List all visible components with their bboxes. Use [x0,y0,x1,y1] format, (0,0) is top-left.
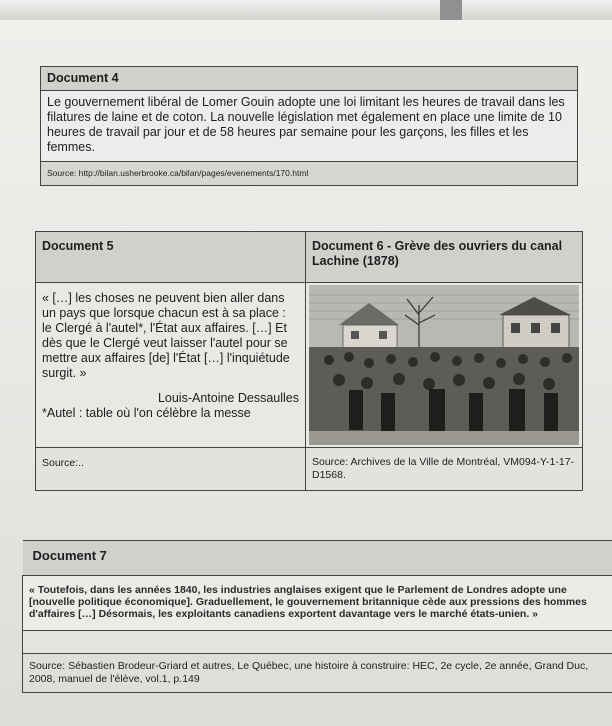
document-7-source: Source: Sébastien Brodeur-Griard et autres, Le Québec, une histoire à construire: HEC, 2e cycle, 2e année, Grand Duc, 2008, manuel de l'élève, vol.1, p.149 [23,654,612,693]
document-7-spacer [23,631,612,654]
document-5-quote: « […] les choses ne peuvent bien aller dans un pays que lorsque chacun est à sa place : le Clergé à l'autel*, l'État aux affaires. […] Et dès que le Clergé veut laisser l'autel pour se mettre aux affaires [de] l'État […] l'inquiétude surgit. » [42,291,290,380]
document-6-title: Document 6 - Grève des ouvriers du canal Lachine (1878) [306,232,583,283]
document-5-source: Source:.. [36,448,306,491]
document-5-title: Document 5 [36,232,306,283]
document-4-body: Le gouvernement libéral de Lomer Gouin adopte une loi limitant les heures de travail dans les filatures de laine et de coton. La nouvelle législation met également en place une limite de 10 heures de travail par jour et de 58 heures par semaine pour les garçons, les filles et les femmes. [41,91,578,162]
document-5-footnote: *Autel : table où l'on célèbre la messe [42,406,251,420]
document-6-source: Source: Archives de la Ville de Montréal, VM094-Y-1-17-D1568. [306,448,583,491]
strike-illustration [309,285,579,445]
documents-5-6-table [35,231,583,491]
document-7-table [22,540,612,693]
document-5-author: Louis-Antoine Dessaulles [157,391,299,405]
document-4-table [40,66,578,186]
document-4-source: Source: http://bilan.usherbrooke.ca/bilan/pages/evenements/170.html [41,162,578,186]
document-4-title: Document 4 [41,67,578,91]
document-6-image-cell [306,283,583,448]
document-7-title: Document 7 [23,541,612,576]
document-7-quote: « Toutefois, dans les années 1840, les industries anglaises exigent que le Parlement de Londres adopte une [nouvelle politique économique]. Graduellement, le gouvernement britannique cède aux pressions des hommes d'affaires […] Désormais, les exploitants canadiens exportent davantage vers le marché états-unien. » [23,576,612,631]
document-5-quote-cell [36,283,306,448]
